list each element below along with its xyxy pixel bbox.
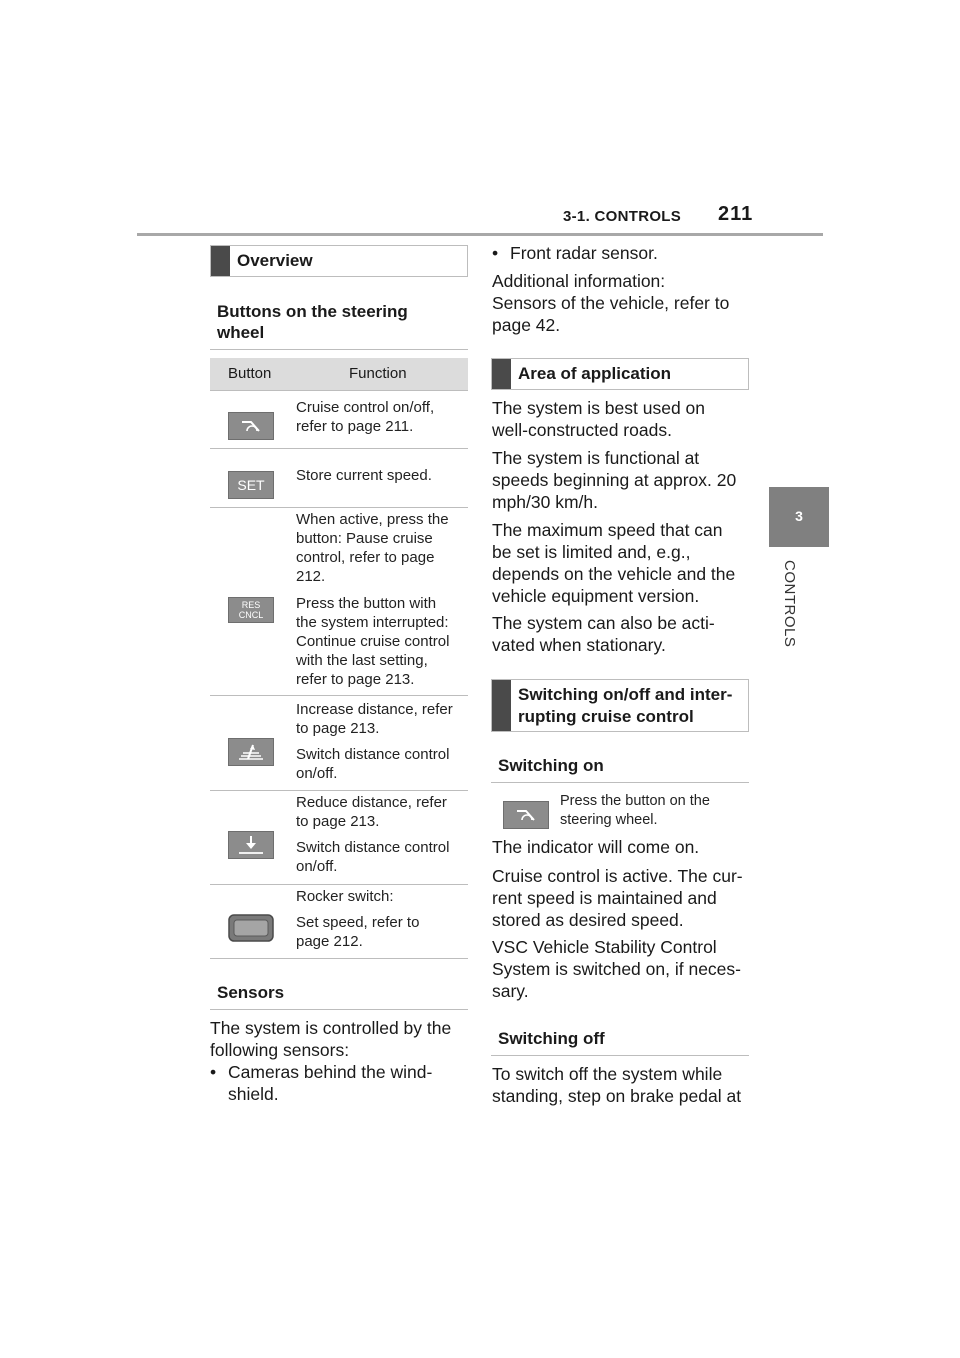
text-line: standing, step on brake pedal at [492, 1086, 742, 1106]
additional-info [492, 270, 729, 336]
buttons-heading-line: Buttons on the steering [217, 302, 408, 321]
text-line: depends on the vehicle and the [492, 564, 736, 584]
divider [491, 1055, 749, 1056]
cell-line: refer to page 211. [296, 418, 414, 435]
cell-line: Increase distance, refer [296, 701, 453, 718]
paragraph [492, 865, 743, 931]
text-line: rent speed is maintained and [492, 888, 717, 908]
text-line: page 42. [492, 315, 561, 335]
text-line: The system is controlled by the [210, 1018, 452, 1038]
text-line: System is switched on, if neces- [492, 959, 741, 979]
table-row-divider [210, 790, 468, 791]
cell-line: control, refer to page [296, 549, 435, 566]
cell-line: on/off. [296, 765, 338, 782]
set-button [228, 471, 274, 499]
cell-line: the system interrupted: [296, 614, 449, 631]
switch-heading-box [491, 679, 749, 732]
table-row-divider [210, 507, 468, 508]
heading-line: rupting cruise control [518, 706, 694, 726]
cell-line: Press the button with [296, 595, 437, 612]
area-heading-box [491, 358, 749, 390]
res-cncl-button [228, 597, 274, 623]
heading-bar [211, 246, 230, 276]
switch-heading [511, 684, 732, 728]
text-line: Cameras behind the wind- [228, 1062, 433, 1082]
table-cell-function [296, 838, 449, 876]
divider [491, 782, 749, 783]
cncl-label: CNCL [238, 610, 264, 620]
text-line: To switch off the system while [492, 1064, 723, 1084]
cell-line: on/off. [296, 858, 338, 875]
text-line: be set is limited and, e.g., [492, 542, 691, 562]
cell-line: page 212. [296, 933, 363, 950]
text-line: vehicle equipment version. [492, 586, 700, 606]
table-row-divider [210, 448, 468, 449]
paragraph [492, 936, 741, 1002]
heading-bar [492, 680, 511, 731]
switching-on-note [560, 792, 710, 830]
cruise-control-icon [229, 413, 273, 439]
page-number: 211 [718, 203, 754, 225]
cell-line: Cruise control on/off, [296, 399, 435, 416]
divider [210, 1009, 468, 1010]
table-cell-function [296, 700, 453, 738]
cell-line: 212. [296, 568, 326, 585]
bullet-text [228, 1061, 432, 1105]
cell-line: Rocker switch: [296, 888, 394, 905]
bullet-text: Front radar sensor. [510, 243, 658, 263]
text-line: shield. [228, 1084, 279, 1104]
cell-line: Switch distance control [296, 839, 450, 856]
text-line: vated when stationary. [492, 635, 666, 655]
increase-distance-icon [229, 739, 273, 765]
table-cell-function [296, 913, 419, 951]
paragraph [492, 612, 715, 656]
heading-line: Switching on/off and inter- [518, 684, 733, 704]
column-header-button: Button [228, 365, 272, 382]
text-line: The system is functional at [492, 448, 700, 468]
text-line: Sensors of the vehicle, refer to [492, 293, 730, 313]
bullet-item: • [492, 243, 499, 263]
area-heading: Area of application [518, 364, 672, 383]
text-line: Additional information: [492, 271, 666, 291]
reduce-distance-icon [229, 832, 273, 858]
table-row-divider [210, 884, 468, 885]
text-line: following sensors: [210, 1040, 350, 1060]
buttons-heading [217, 301, 408, 343]
paragraph [492, 447, 736, 513]
res-label: RES [241, 600, 261, 610]
sensors-paragraph [210, 1017, 470, 1061]
text-line: The system can also be acti- [492, 613, 715, 633]
rocker-switch-button [228, 913, 274, 943]
buttons-heading-line: wheel [217, 323, 265, 342]
text-line: The maximum speed that can [492, 520, 723, 540]
table-header [210, 358, 468, 391]
cell-line: refer to page 213. [296, 671, 415, 688]
text-line: Cruise control is active. The cur- [492, 866, 743, 886]
text-line: VSC Vehicle Stability Control [492, 937, 717, 957]
chapter-number: 3 [795, 508, 803, 524]
cruise-control-button [503, 801, 549, 829]
text-line: Press the button on the [560, 793, 710, 809]
cell-line: to page 213. [296, 720, 380, 737]
chapter-label: CONTROLS [781, 560, 798, 648]
set-button-label: SET [237, 477, 265, 493]
paragraph [492, 1063, 741, 1107]
cruise-control-icon [504, 802, 548, 828]
text-line: speeds beginning at approx. 20 [492, 470, 737, 490]
cruise-control-button [228, 412, 274, 440]
reduce-distance-button [228, 831, 274, 859]
table-row-divider [210, 958, 468, 959]
rocker-switch-icon [228, 913, 274, 943]
increase-distance-button [228, 738, 274, 766]
cell-line: to page 213. [296, 813, 380, 830]
text-line: stored as desired speed. [492, 910, 684, 930]
divider [210, 349, 468, 350]
cell-line: button: Pause cruise [296, 530, 433, 547]
cell-line: Continue cruise control [296, 633, 450, 650]
overview-heading-box [210, 245, 468, 277]
table-cell-function [296, 510, 449, 586]
cell-line: Switch distance control [296, 746, 450, 763]
text-line: well-constructed roads. [492, 420, 672, 440]
switching-off-heading: Switching off [498, 1029, 605, 1048]
cell-line: Set speed, refer to [296, 914, 420, 931]
table-cell-function [296, 398, 434, 436]
text-line: sary. [492, 981, 529, 1001]
table-cell-function [296, 594, 449, 689]
overview-heading: Overview [237, 251, 313, 270]
text-line: steering wheel. [560, 812, 658, 828]
sensors-heading: Sensors [217, 983, 285, 1002]
cell-line: Store current speed. [296, 467, 432, 484]
section-title: 3-1. CONTROLS [563, 208, 682, 225]
heading-bar [492, 359, 511, 389]
switching-on-heading: Switching on [498, 756, 604, 775]
cell-line: Reduce distance, refer [296, 794, 447, 811]
table-cell-function [296, 745, 449, 783]
column-header-function: Function [349, 365, 407, 382]
table-cell-function [296, 887, 394, 906]
cell-line: with the last setting, [296, 652, 428, 669]
table-cell-function [296, 793, 447, 831]
table-cell-function [296, 466, 432, 485]
header-rule [137, 233, 823, 236]
paragraph: The indicator will come on. [492, 837, 700, 857]
text-line: mph/30 km/h. [492, 492, 599, 512]
bullet-item: • [210, 1062, 217, 1082]
table-row-divider [210, 695, 468, 696]
cell-line: When active, press the [296, 511, 449, 528]
paragraph [492, 397, 705, 441]
paragraph [492, 519, 735, 607]
text-line: The system is best used on [492, 398, 706, 418]
